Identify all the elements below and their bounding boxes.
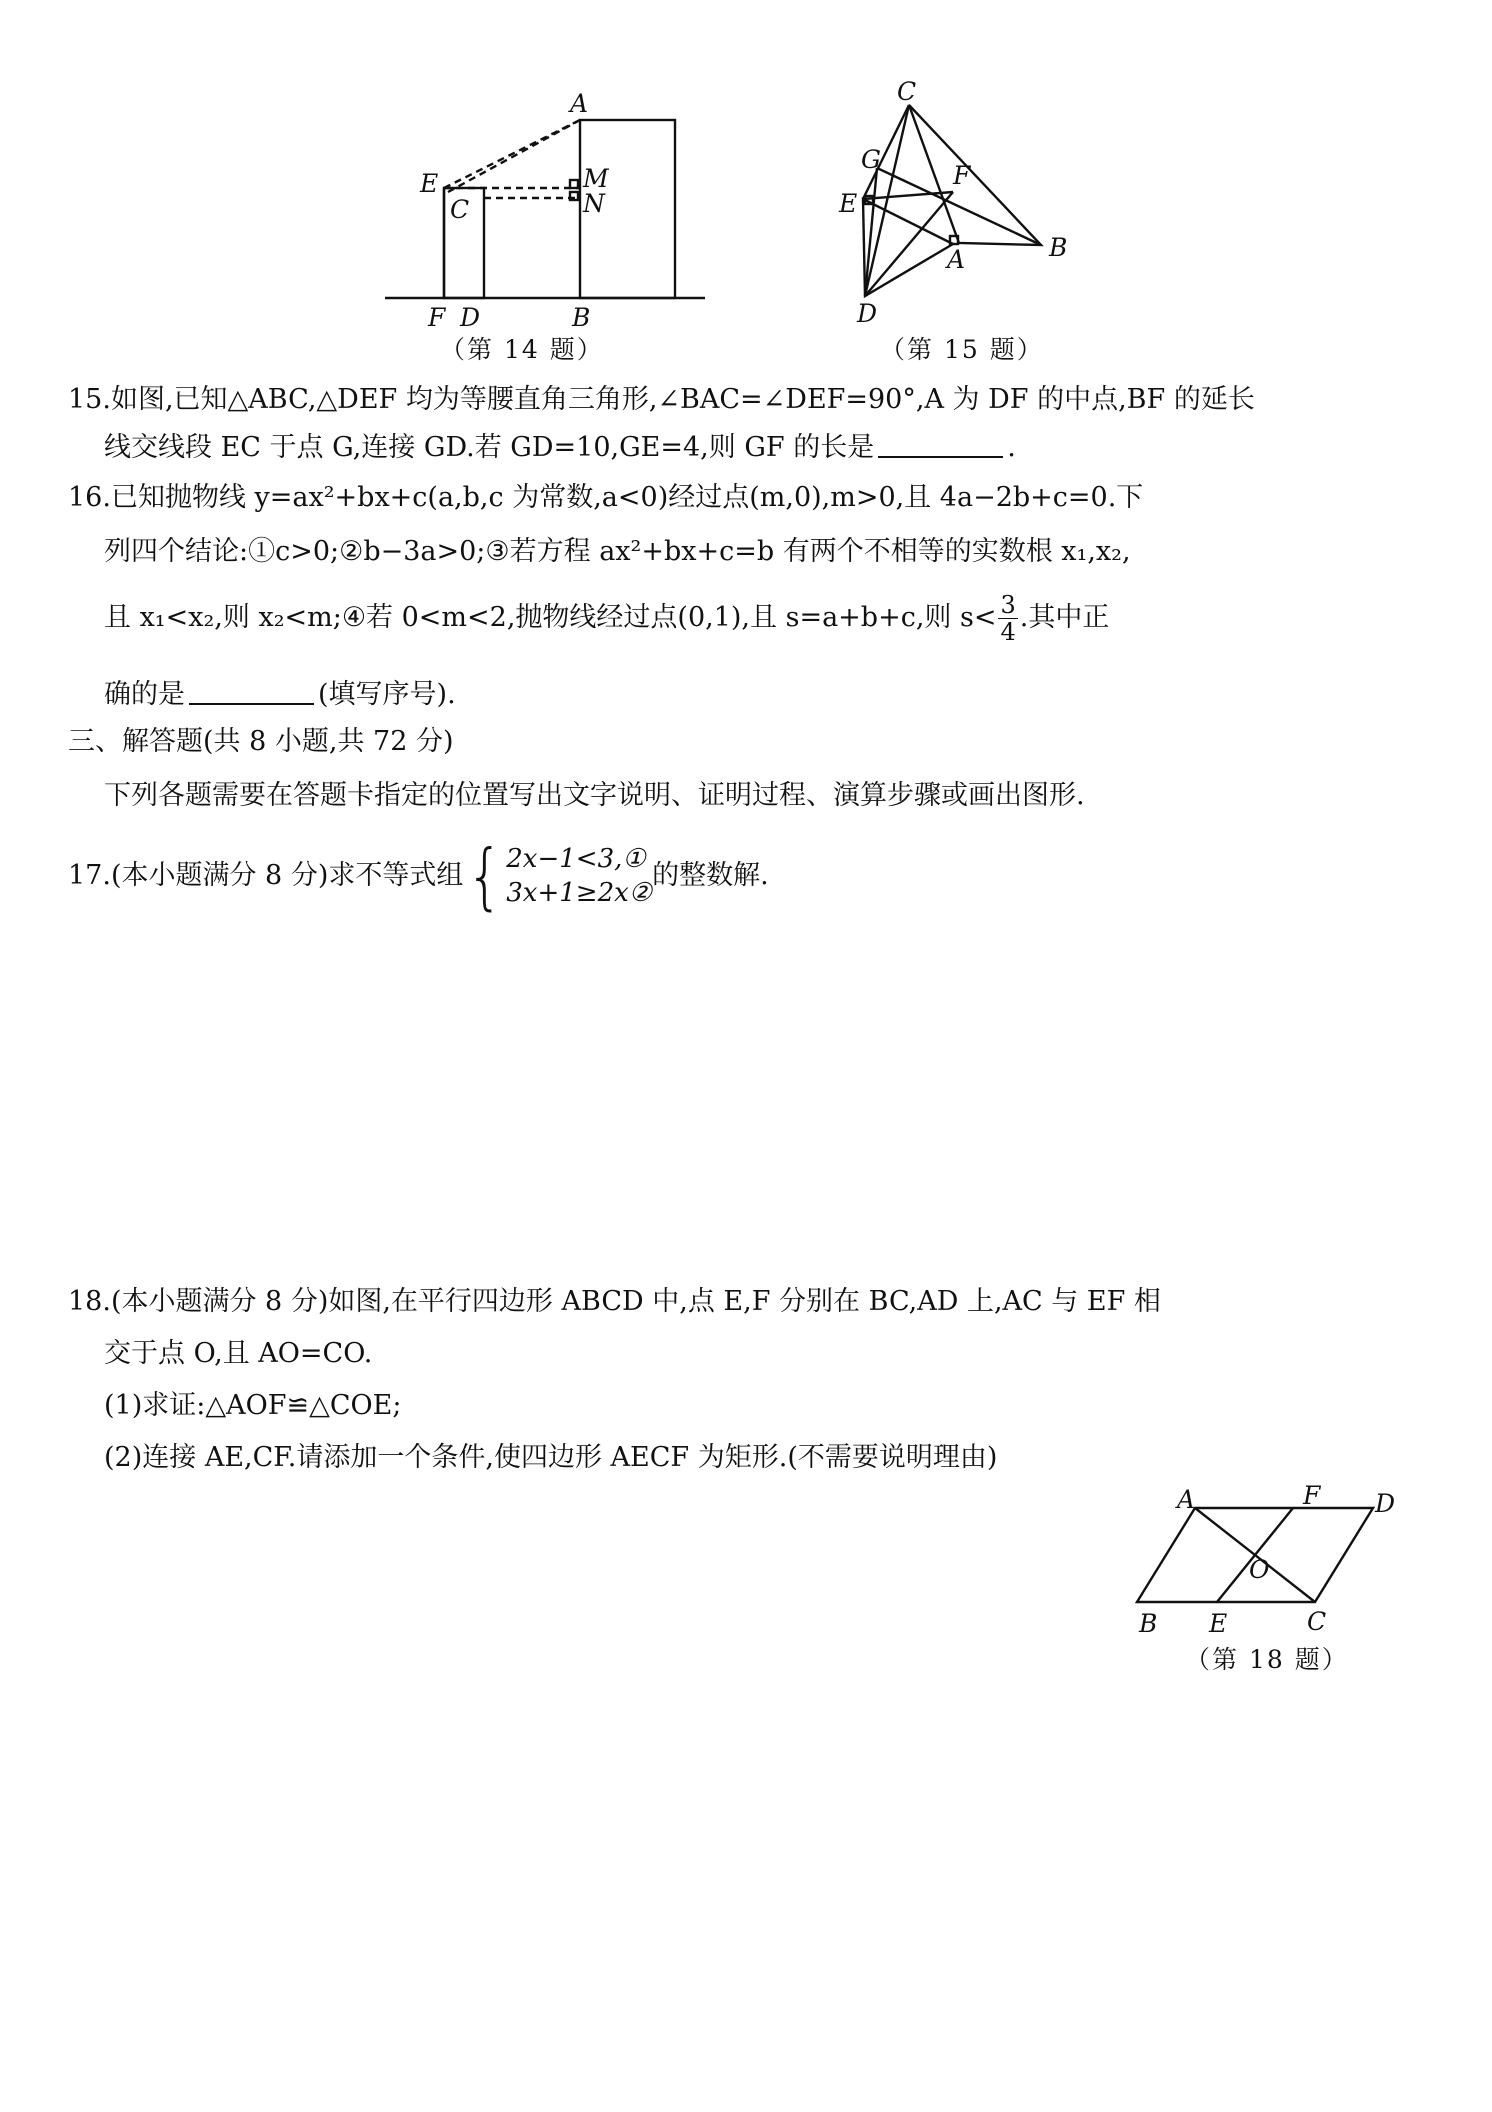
q18-part2: (2)连接 AE,CF.请添加一个条件,使四边形 AECF 为矩形.(不需要说明理由): [104, 1442, 998, 1473]
q16-line4-end: (填写序号).: [318, 679, 456, 710]
caption-fig14: （第 14 题）: [440, 335, 604, 364]
inequality-system: [506, 842, 652, 910]
label-b: B: [1049, 233, 1068, 262]
q18-part1: (1)求证:△AOF≌△COE;: [104, 1390, 402, 1421]
label-c: C: [450, 195, 470, 224]
sightline-ca: [448, 120, 580, 192]
label-f: F: [953, 161, 971, 190]
label-d: D: [460, 303, 481, 332]
figure-18: [1125, 1480, 1405, 1640]
caption-fig15: （第 15 题）: [880, 335, 1044, 364]
label-e: E: [1209, 1609, 1228, 1638]
label-f: F: [428, 303, 446, 332]
label-a: A: [570, 89, 589, 118]
sightline-ea: [444, 120, 580, 188]
label-c: C: [897, 77, 917, 106]
label-b: B: [1139, 1609, 1158, 1638]
right-angle-m: [570, 180, 578, 188]
label-o: O: [1249, 1555, 1270, 1584]
label-d: D: [857, 299, 878, 328]
figure-14: [380, 80, 710, 340]
label-n: N: [583, 189, 605, 218]
q15-line2-text: 线交线段 EC 于点 G,连接 GD.若 GD=10,GE=4,则 GF 的长是: [104, 432, 875, 463]
q16-line3-end: .其中正: [1019, 602, 1110, 633]
figure-15: [835, 78, 1085, 328]
label-a: A: [947, 245, 966, 274]
q16-line2: 列四个结论:①c>0;②b−3a>0;③若方程 ax²+bx+c=b 有两个不相等的实数根 x₁,x₂,: [104, 536, 1131, 567]
section3-title: 三、解答题(共 8 小题,共 72 分): [68, 726, 454, 757]
label-b: B: [572, 303, 591, 332]
label-g: G: [861, 145, 881, 174]
q17-suffix: 的整数解.: [652, 860, 769, 891]
section3-instruction: 下列各题需要在答题卡指定的位置写出文字说明、证明过程、演算步骤或画出图形.: [104, 780, 1085, 811]
label-e: E: [839, 189, 858, 218]
label-a: A: [1177, 1485, 1196, 1514]
inequality-2: 3x+1≥2x②: [506, 878, 653, 908]
segment-gd: [865, 168, 877, 296]
label-f: F: [1303, 1481, 1321, 1510]
fraction-denominator: 4: [1000, 618, 1016, 646]
q16-line1: 16.已知抛物线 y=ax²+bx+c(a,b,c 为常数,a<0)经过点(m,0),m>0,且 4a−2b+c=0.下: [68, 482, 1144, 513]
q16-answer-blank[interactable]: [189, 677, 314, 705]
inequality-1: 2x−1<3,①: [506, 844, 646, 874]
q18-line1: 18.(本小题满分 8 分)如图,在平行四边形 ABCD 中,点 E,F 分别在 BC,AD 上,AC 与 EF 相: [68, 1286, 1161, 1317]
label-c: C: [1307, 1607, 1327, 1636]
q15-answer-blank[interactable]: [878, 430, 1003, 458]
triangle-abc: [909, 105, 1041, 245]
q16-line3-text: 且 x₁<x₂,则 x₂<m;④若 0<m<2,抛物线经过点(0,1),且 s=a+b+c,则 s<: [104, 602, 997, 633]
q16-line4-text: 确的是: [104, 679, 185, 710]
q17: [68, 833, 769, 922]
fraction-three-quarters: [998, 592, 1017, 645]
q18-line2: 交于点 O,且 AO=CO.: [104, 1338, 373, 1369]
label-d: D: [1375, 1489, 1396, 1518]
q16-line3: [104, 592, 1109, 645]
q16-line4: [104, 675, 456, 715]
q15-line1: 15.如图,已知△ABC,△DEF 均为等腰直角三角形,∠BAC=∠DEF=90°,A 为 DF 的中点,BF 的延长: [68, 384, 1255, 415]
q17-prefix: 17.(本小题满分 8 分)求不等式组: [68, 860, 464, 891]
fraction-numerator: 3: [1000, 591, 1016, 619]
q15-line2: [104, 428, 1016, 468]
label-m: M: [583, 164, 609, 193]
caption-fig18: （第 18 题）: [1185, 1645, 1349, 1674]
q15-line2-end: .: [1007, 432, 1016, 463]
label-e: E: [420, 169, 439, 198]
segment-ad: [865, 105, 909, 296]
right-angle-n: [570, 192, 578, 200]
system-brace: {: [466, 833, 504, 919]
